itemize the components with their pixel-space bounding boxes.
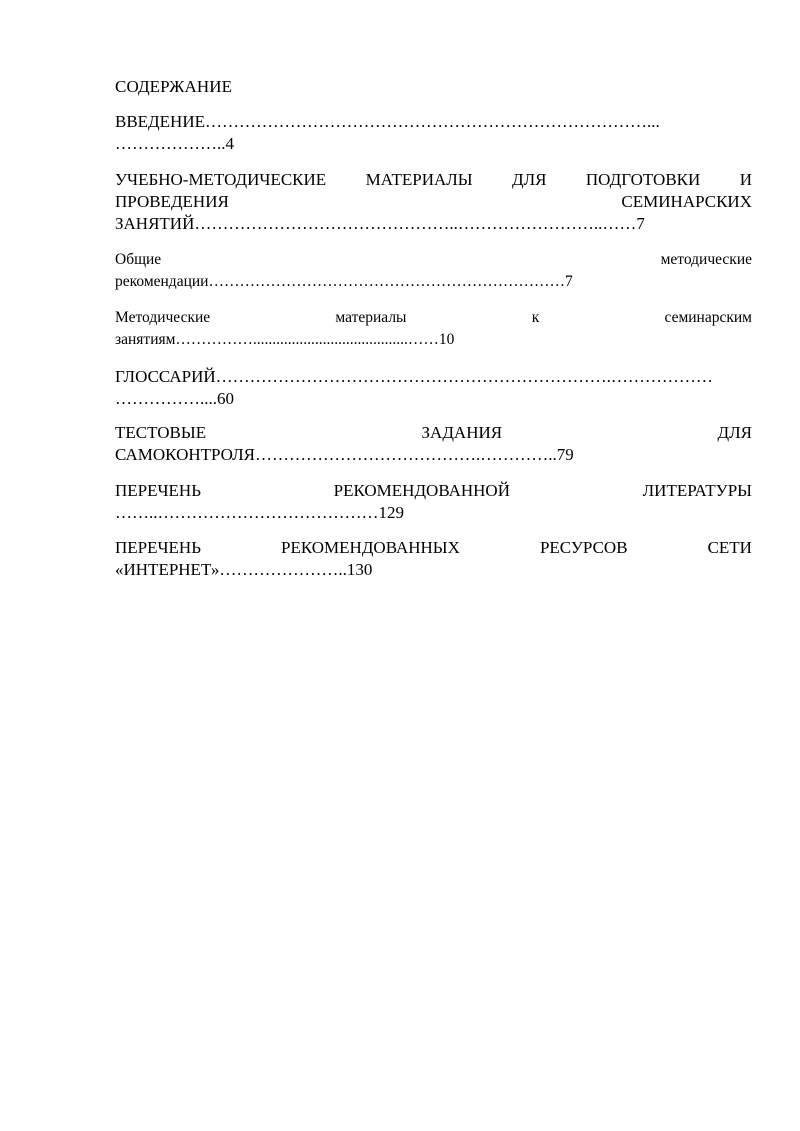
toc-word: МАТЕРИАЛЫ bbox=[365, 170, 473, 189]
toc-line: рекомендации……………………………………………………………7 bbox=[115, 273, 573, 290]
toc-entry-seminar-materials bbox=[115, 307, 752, 351]
toc-line: ………………..4 bbox=[115, 134, 234, 153]
toc-word: Методические bbox=[115, 309, 211, 326]
toc-word: ЗАДАНИЯ bbox=[421, 423, 503, 442]
toc-word: ПРОВЕДЕНИЯ bbox=[115, 192, 229, 211]
toc-entry-introduction bbox=[115, 111, 752, 155]
toc-line: ГЛОССАРИЙ…………………………………………………………….……………… bbox=[115, 367, 713, 386]
toc-word: РЕКОМЕНДОВАННЫХ bbox=[281, 538, 460, 557]
toc-word: СЕМИНАРСКИХ bbox=[621, 192, 752, 211]
toc-word: Общие bbox=[115, 251, 162, 268]
toc-word: ПЕРЕЧЕНЬ bbox=[115, 481, 201, 500]
toc-line: ВВЕДЕНИЕ……………………………………………………………………... bbox=[115, 112, 660, 131]
toc-word: ДЛЯ bbox=[717, 423, 752, 442]
toc-word: РЕКОМЕНДОВАННОЙ bbox=[333, 481, 510, 500]
toc-entry-internet-resources bbox=[115, 537, 752, 581]
toc-word: ТЕСТОВЫЕ bbox=[115, 423, 207, 442]
toc-word: ПЕРЕЧЕНЬ bbox=[115, 538, 201, 557]
toc-word: к bbox=[531, 309, 540, 326]
toc-entry-glossary bbox=[115, 366, 752, 410]
toc-entry-teaching-materials bbox=[115, 169, 752, 235]
toc-word: СЕТИ bbox=[707, 538, 752, 557]
toc-line: ЗАНЯТИЙ………………………………………..……………………..……7 bbox=[115, 214, 645, 233]
toc-title: СОДЕРЖАНИЕ bbox=[115, 77, 233, 96]
toc-justified-line bbox=[115, 480, 752, 502]
toc-justified-line bbox=[115, 249, 752, 271]
toc-word: ПОДГОТОВКИ bbox=[585, 170, 701, 189]
toc-word: УЧЕБНО-МЕТОДИЧЕСКИЕ bbox=[115, 170, 327, 189]
toc-line: ……..…………………………………129 bbox=[115, 503, 404, 522]
toc-entry-test-tasks bbox=[115, 422, 752, 466]
toc-word: ДЛЯ bbox=[512, 170, 547, 189]
toc-line: занятиям……………........................................……10 bbox=[115, 331, 455, 348]
toc-entry-recommended-literature bbox=[115, 480, 752, 524]
toc-word: ЛИТЕРАТУРЫ bbox=[642, 481, 752, 500]
toc-justified-line bbox=[115, 307, 752, 329]
toc-justified-line bbox=[115, 169, 752, 191]
toc-justified-line bbox=[115, 537, 752, 559]
toc-word: РЕСУРСОВ bbox=[539, 538, 628, 557]
toc-line: ……………....60 bbox=[115, 389, 234, 408]
toc-word: методические bbox=[660, 251, 752, 268]
toc-word: семинарским bbox=[664, 309, 752, 326]
toc-justified-line bbox=[115, 191, 752, 213]
toc-line: САМОКОНТРОЛЯ………………………………….…………..79 bbox=[115, 445, 574, 464]
toc-justified-line bbox=[115, 422, 752, 444]
toc-entry-general-recommendations bbox=[115, 249, 752, 293]
toc-word: И bbox=[739, 170, 752, 189]
toc-line: «ИНТЕРНЕТ»…………………..130 bbox=[115, 560, 373, 579]
toc-word: материалы bbox=[335, 309, 407, 326]
